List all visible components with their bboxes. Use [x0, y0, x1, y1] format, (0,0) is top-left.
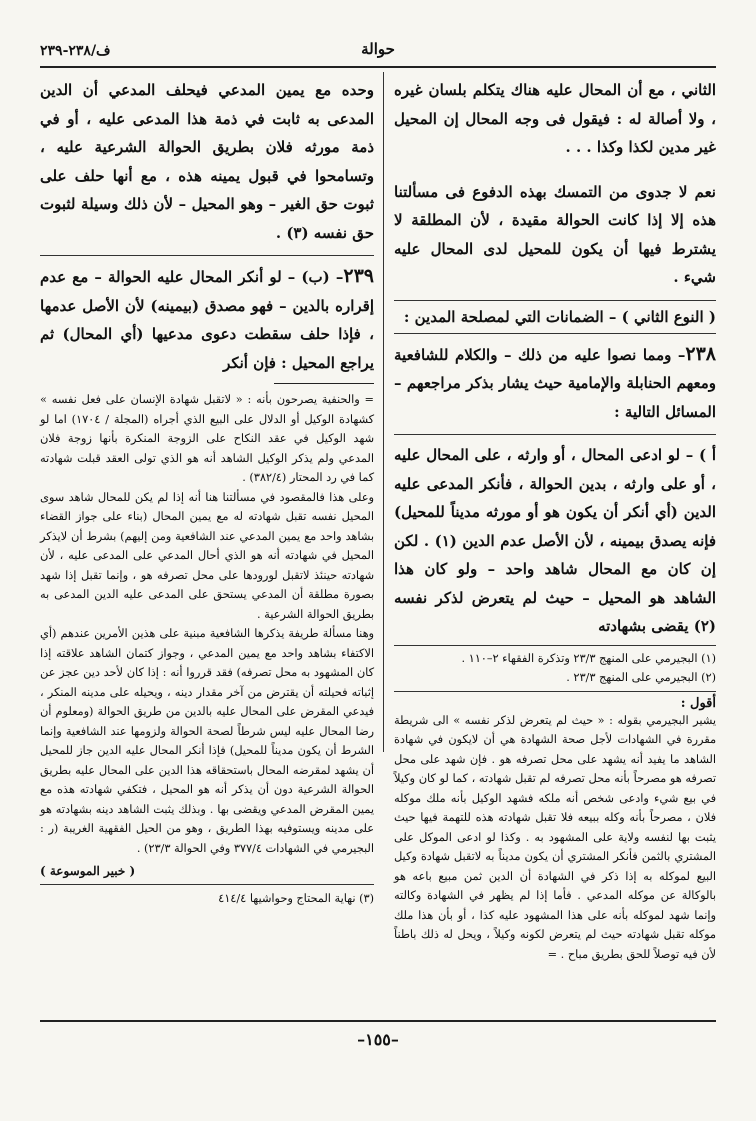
- footnote-rule: [274, 383, 374, 384]
- note: وهنا مسألة طريفة يذكرها الشافعية مبنية على هذين الأمرين عندهم (أي الاكتفاء بشاهد واحد مع يمين المدعي ، وجواز كتمان الشاهد علاقته إذا كان المشهود به محل تصرفه) فقد قرروا أنه : إذا كان لأحد دين عجز عن إثباته فحيلته أن يقترض من آخر مقدار دينه ، ويحيله على مدينه المنكر ، فيدعي المقرض على المحال عليه بالدين من طريق الحوالة (ومعلوم أن رضا المحال عليه ليس شرطاً لصحة الحوالة ولزومها عند الشافعية وإنما الشرط أن يكون مديناً للمحيل) فإذا أنكر المحال عليه الدين جاز للمحيل أن يشهد لمقرضه المحال باستحقاقه هذا الدين على المحال عليه بطريق الحوالة الشرعية دون أن يذكر أنه هو المحيل ، فتكفي شهادته هذه مع يمين المقرض المدعي ويقضى بها . وبذلك يثبت الشاهد دينه بشهادته هو على مدينه ويستوفيه بهذا الطريق ، وهو من الحيل الفقهية الغريبة (ر : البجيرمي في الشهادات ٣٧٧/٤ وفي الحوالة ٢٣/٣) .: [40, 627, 374, 855]
- header-rule: [40, 66, 716, 68]
- left-column: [40, 76, 374, 909]
- right-column: [394, 76, 716, 964]
- note: وعلى هذا فالمقصود في مسألتنا هنا أنه إذا لم يكن للمحال شاهد سوى المحيل نفسه تقبل شهادته له مع يمين المحال (بناء على جواز القضاء بشاهد واحد مع يمين المدعي عند الشافعية ومن إليهم) بشرط أن لايذكر المحيل في شهادته أنه هو الذي أحال المدعي على المدعى عليه ، لأن شهادته حينئذ لاتقبل لورودها على محل تصرفه هو ، وإنما تقبل إذا شهد بصورة مطلقة أن المدعي يستحق على المدعى عليه الدين المدعى به بطريق الحوالة الشرعية .: [40, 490, 374, 621]
- footer-rule: [40, 1020, 716, 1022]
- page-number: –١٥٥–: [357, 1030, 399, 1049]
- section-text: – (ب) – لو أنكر المحال عليه الحوالة – مع عدم إقراره بالدين – فهو مصدق (بيمينه) لأن الأصل عدمها ، فإذا حلف سقطت دعوى مدعيها (أي المحال) ثم يراجع المحيل : فإن أنكر: [40, 268, 374, 372]
- section-number: ٢٣٩: [343, 265, 374, 287]
- running-title: حوالة: [361, 40, 395, 58]
- divider: [40, 255, 374, 256]
- footnote: (٢) البجيرمي على المنهج ٢٣/٣ .: [566, 671, 716, 684]
- column-divider: [383, 72, 384, 752]
- section-239: [40, 262, 374, 377]
- item-a: أ ) – لو ادعى المحال ، أو وارثه ، على المحال عليه ، أو على وارثه ، بدين الحوالة ، فأنكر المدعى عليه الدين (أي أنكر أن يكون هو أو مورثه مديناً للمحيل) فإنه يصدق بيمينه ، لأن الأصل عدم الدين (١) . لكن إن كان مع المحال شاهد واحد – ولو كان هذا الشاهد هو المحيل – حيث لم يتعرض لذكر نفسه (٢) يقضى بشهادته: [394, 446, 716, 635]
- section-238: [394, 340, 716, 427]
- paragraph: نعم لا جدوى من التمسك بهذه الدفوع فى مسألتنا هذه إلا إذا كانت الحوالة مقيدة ، لأن المطلقة لا يشترط فيها أن يكون للمحيل لدى المحال عليه شيء .: [394, 182, 716, 286]
- section-number: ٢٣٨: [685, 342, 716, 365]
- page-header: [40, 40, 716, 66]
- paragraph: الثاني ، مع أن المحال عليه هناك يتكلم بلسان غيره ، ولا أصالة له : فيقول فى وجه المحال إن المحيل غير مدين لكذا وكذا . . .: [394, 81, 716, 156]
- section-title: ( النوع الثاني ) – الضمانات التي لمصلحة المدين :: [394, 300, 716, 334]
- author-mark: ( خبير الموسوعة ): [40, 864, 136, 878]
- divider: [40, 884, 374, 885]
- divider: [394, 434, 716, 435]
- section-text: – ومما نصوا عليه من ذلك – والكلام للشافعية ومعهم الحنابلة والإمامية حيث يشار بذكر مراجعهم – المسائل التالية :: [394, 345, 716, 421]
- paragraph: وحده مع يمين المدعي فيحلف المدعي أن الدين المدعى به ثابت في ذمة هذا المدعى عليه ، أو في ذمة مورثه فلان بطريق الحوالة الشرعية عليه ، وتسامحوا في قبول يمينه هذه ، مع أنها حلف على ثبوت حق الغير – وهو المحيل – لأن ذلك وسيلة لثبوت حق نفسه (٣) .: [40, 81, 374, 242]
- footnote: (٣) نهاية المحتاج وحواشيها ٤١٤/٤: [218, 892, 374, 905]
- note: = والحنفية يصرحون بأنه : « لاتقبل شهادة الإنسان على فعل نفسه » كشهادة الوكيل أو الدلال على البيع الذي أجراه (المجلة / ١٧٠٤) اما لو شهد الوكيل في عقد النكاح على الزوجة المنكرة بأنها زوجة فلان المدعي ولم يذكر الوكيل الشاهد أنه هو الذي تولى العقد قبلت شهادته كما في رد المحتار (٣٨٢/٤) .: [40, 393, 375, 484]
- footnote: (١) البجيرمي على المنهج ٢٣/٣ وتذكرة الفقهاء ٢–١١٠ .: [461, 651, 716, 665]
- commentary: يشير البجيرمي بقوله : « حيث لم يتعرض لذكر نفسه » الى شريطة مقررة في الشهادات لأجل صحة الشهادة هي أن لايكون في شهادة الشاهد ما يفيد أنه يشهد على محل تصرفه هو . فإن شهد على محل تصرفه هو مصرحاً بأنه محل تصرفه لم تقبل شهادته ، كما لو كان وكيلاً في بيع شيء وادعى شخص أنه ملكه فشهد الوكيل بأنه ملك موكله فلان ، مصرحاً بأنه وكله ببيعه فلا تقبل شهادته هذه للتهمة فيها حيث يثبت بها لنفسه ولاية على المشهود به . وكذا لو ادعى الموكل على المشتري بالثمن فأنكر المشتري أن يكون مديناً به لاتقبل شهادة وكيل البيع لموكله به إذا ذكر في الشهادة أن الدين ثمن مبيع باعه هو بالوكالة عن موكله المدعي . فأما إذا لم يظهر في الشهادة وكالته وإنما شهد لموكله بأنه على هذا المشهود عليه كذا ، أو بأن هذا ملك موكله تقبل شهادته حيث لم يتعرض لكونه وكيلاً ، ويحل له ذلك باطناً لأن فيه توصلاً للحق بطريق مباح . =: [394, 713, 716, 961]
- entry-code: ف/٢٣٨-٢٣٩: [40, 43, 111, 59]
- footnotes-box: [394, 645, 716, 692]
- aqul-heading: أقول :: [680, 695, 716, 711]
